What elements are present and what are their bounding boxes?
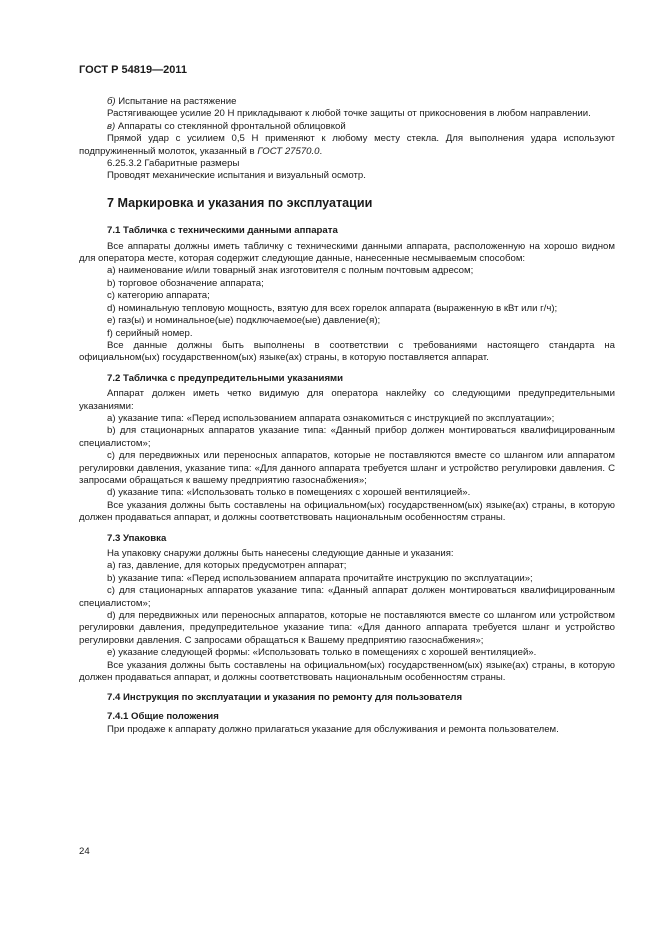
gost-reference: ГОСТ 27570.0 [257, 145, 320, 157]
section-7-3-item-c: c) для стационарных аппаратов указание типа: «Данный аппарат должен монтироваться квалифицированным специалистом»; [79, 585, 615, 609]
section-7-2-item-b: b) для стационарных аппаратов указание типа: «Данный прибор должен монтироваться квалифицированным специалистом»; [79, 425, 615, 449]
section-7-1-item-d: d) номинальную тепловую мощность, взятую для всех горелок аппарата (выраженную в кВт или г/ч); [107, 302, 558, 314]
document-header: ГОСТ Р 54819—2011 [79, 64, 187, 76]
section-7-1-item-b: b) торговое обозначение аппарата; [107, 277, 264, 289]
section-7-1-item-a: а) наименование и/или товарный знак изготовителя с полным почтовым адресом; [107, 265, 474, 277]
page-number: 24 [79, 846, 90, 857]
item-v-heading [79, 121, 615, 133]
item-v-text [79, 133, 615, 158]
section-7-1-item-c: c) категорию аппарата; [107, 290, 210, 302]
section-7-1-lead: Все аппараты должны иметь табличку с техническими данными аппарата, расположенную на хорошо видном для оператора месте, которая содержит следующие данные, нанесенные несмываемым способом: [79, 240, 615, 265]
document-body [79, 96, 615, 737]
section-7-4-1-title: 7.4.1 Общие положения [107, 710, 219, 722]
section-7-1-item-e: e) газ(ы) и номинальное(ые) подключаемое(ые) давление(я); [107, 315, 381, 327]
section-7-3-lead: На упаковку снаружи должны быть нанесены следующие данные и указания: [107, 548, 454, 559]
section-7-4-1-text: При продаже к аппарату должно прилагаться указание для обслуживания и ремонта пользователем. [107, 724, 559, 736]
section-7-3-closing: Все указания должны быть составлены на официальном(ых) государственном(ых) языке(ах) страны, в которую должен продаваться аппарат, и должны соответствовать национальным особенностям страны. [79, 659, 615, 684]
section-7-2-item-c: c) для передвижных или переносных аппаратов, которые не поставляются вместе со шлангом или аппаратом регулировки давления, указание типа: «Для данного аппарата требуется шланг и устройство регулировки давления. С запросами обращаться к вашему предприятию газоснабжения»; [79, 450, 615, 486]
section-7-3-title: 7.3 Упаковка [107, 532, 167, 544]
section-7-3-item-a: a) газ, давление, для которых предусмотрен аппарат; [107, 560, 347, 572]
section-7-1-item-f: f) серийный номер. [107, 327, 193, 339]
section-7-2-item-d: d) указание типа: «Использовать только в помещениях с хорошей вентиляцией». [107, 487, 471, 499]
item-v-text-a: Прямой удар с усилием 0,5 Н применяют к любому месту стекла. Для выполнения удара используют подпружиненный молоток, указанный в [79, 133, 615, 157]
section-7-3-item-e: e) указание следующей формы: «Использовать только в помещениях с хорошей вентиляцией». [107, 647, 537, 659]
section-7-1-title: 7.1 Табличка с техническими данными аппарата [107, 225, 338, 237]
item-b-heading [79, 96, 615, 108]
section-7-4-title: 7.4 Инструкция по эксплуатации и указания по ремонту для пользователя [107, 692, 463, 704]
item-v-title: Аппараты со стеклянной фронтальной облицовкой [115, 120, 346, 132]
section-7-title: 7 Маркировка и указания по эксплуатации [107, 195, 373, 210]
clause-6-25-3-2-heading: 6.25.3.2 Габаритные размеры [107, 158, 240, 170]
item-v-text-b: . [319, 145, 323, 157]
item-v-letter: в) [107, 120, 116, 132]
item-b-letter: б) [107, 96, 116, 107]
section-7-2-closing: Все указания должны быть составлены на официальном(ых) государственном(ых) языке(ах) страны, в которую должен продаваться аппарат, и должны соответствовать национальным особенностям страны. [79, 499, 615, 524]
section-7-3-item-b: b) указание типа: «Перед использованием аппарата прочитайте инструкцию по эксплуатации»; [107, 572, 533, 584]
section-7-2-title: 7.2 Табличка с предупредительными указаниями [107, 372, 344, 384]
item-b-text: Растягивающее усилие 20 Н прикладывают к любой точке защиты от прикосновения в любом направлении. [107, 108, 591, 120]
section-7-2-item-a: a) указание типа: «Перед использованием аппарата ознакомиться с инструкцией по эксплуатации»; [107, 412, 555, 424]
section-7-1-closing: Все данные должны быть выполнены в соответствии с требованиями настоящего стандарта на официальном(ых) государственном(ых) языке(ах) страны, в которую поставляется аппарат. [79, 339, 615, 364]
section-7-3-item-d: d) для передвижных или переносных аппаратов, которые не поставляются вместе со шлангом или устройством регулировки давления, предупредительное указание типа: «Для данного аппарата требуется шланг и устройство регулировки давления. С запросами обращаться к Вашему предприятию газоснабжения»; [79, 610, 615, 646]
item-b-title: Испытание на растяжение [115, 96, 237, 107]
clause-6-25-3-2-text: Проводят механические испытания и визуальный осмотр. [107, 170, 366, 182]
section-7-2-lead: Аппарат должен иметь четко видимую для оператора наклейку со следующими предупредительными указаниями: [79, 388, 615, 412]
